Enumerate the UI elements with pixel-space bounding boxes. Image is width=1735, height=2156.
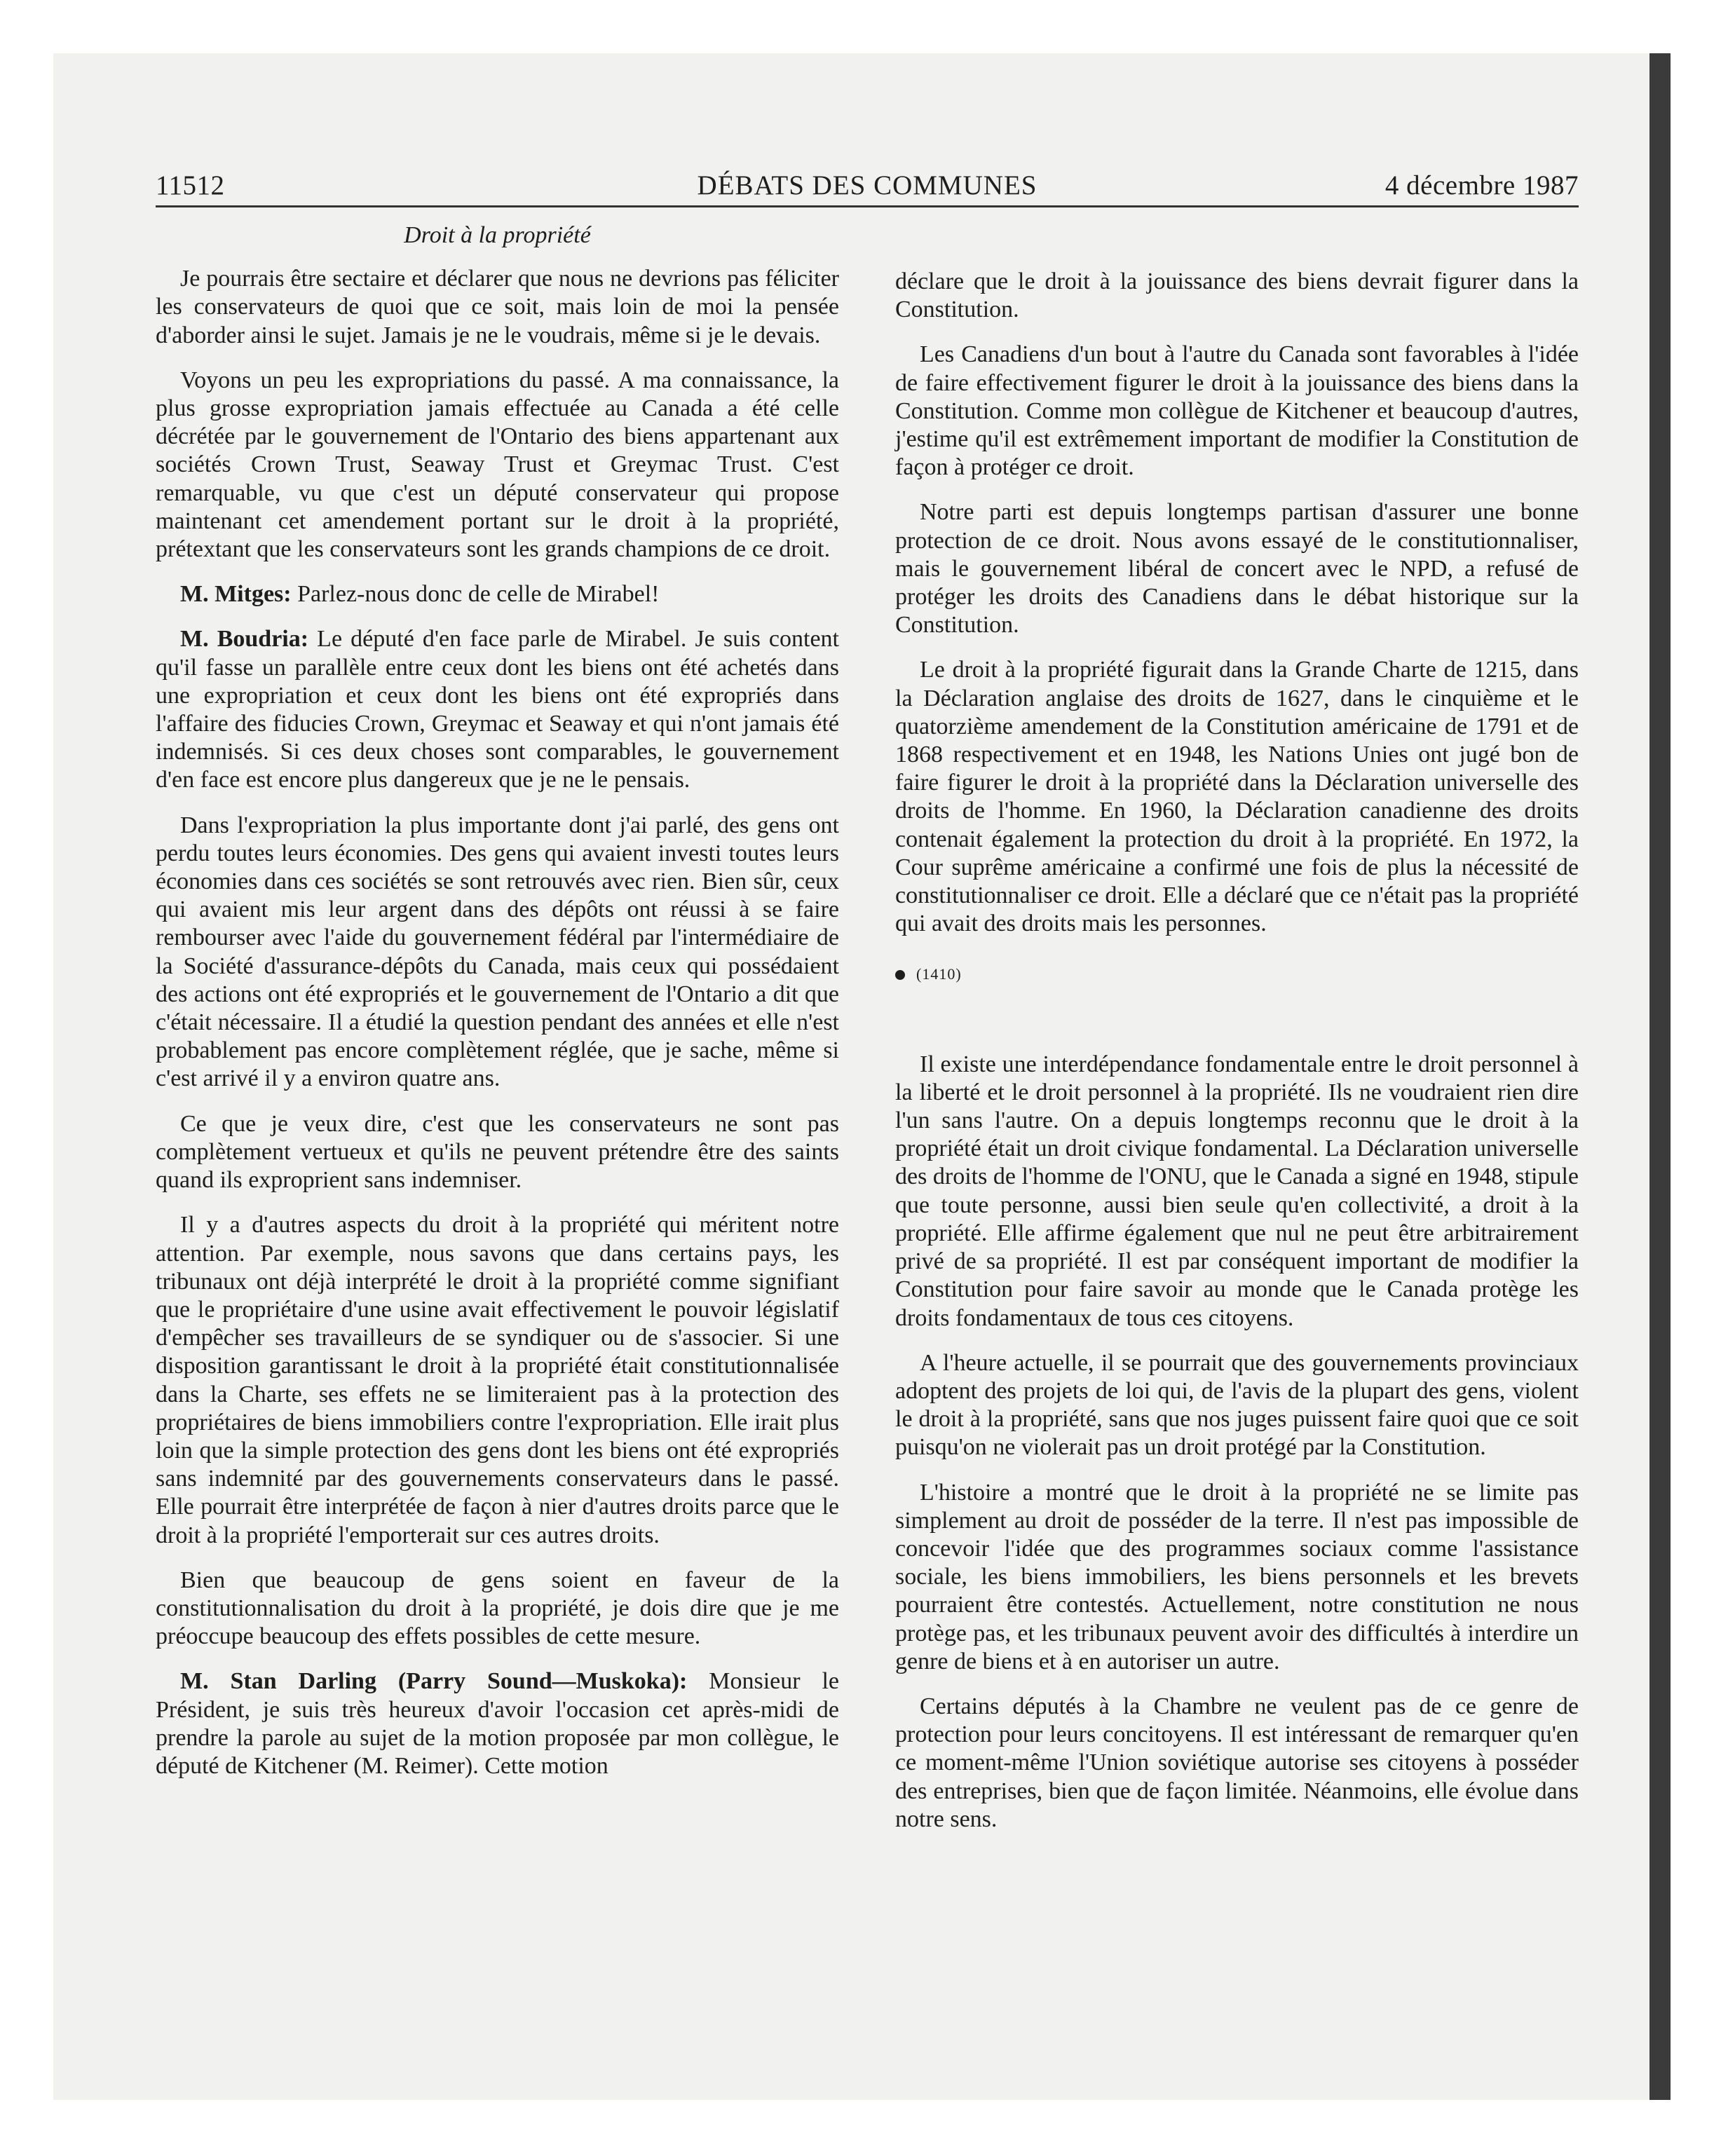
header-rule xyxy=(156,205,1579,207)
paragraph: A l'heure actuelle, il se pourrait que des gouvernements provinciaux adoptent des projets de loi qui, de l'avis de la plupart des gens, violent le droit à la propriété, sans que nos juges puissent faire quoi que ce soit puisqu'on ne violerait pas un droit protégé par la Constitution. xyxy=(895,1349,1579,1461)
timestamp-text: (1410) xyxy=(916,965,962,983)
bullet-dot-icon xyxy=(895,970,905,980)
header-date: 4 décembre 1987 xyxy=(1384,170,1579,200)
speaker-name: M. Boudria: xyxy=(180,626,309,653)
left-column xyxy=(156,221,839,1797)
paragraph: Voyons un peu les expropriations du passé. A ma connaissance, la plus grosse expropriation jamais effectuée au Canada a été celle décrétée par le gouvernement de l'Ontario des biens appartenant aux sociétés Crown Trust, Seaway Trust et Greymac Trust. C'est remarquable, vu que c'est un député conservateur qui propose maintenant cet amendement portant sur le droit à la propriété, prétextant que les conservateurs sont les grands champions de ce droit. xyxy=(156,367,839,563)
speech-paragraph xyxy=(156,625,839,794)
scan-edge-bar xyxy=(1649,53,1671,2100)
paragraph: Bien que beaucoup de gens soient en faveur de la constitutionnalisation du droit à la propriété, je dois dire que je me préoccupe beaucoup des effets possibles de cette mesure. xyxy=(156,1567,839,1650)
speech-paragraph xyxy=(156,1667,839,1780)
paragraph: Ce que je veux dire, c'est que les conservateurs ne sont pas complètement vertueux et qu'ils ne peuvent prétendre être des saints quand ils exproprient sans indemniser. xyxy=(156,1110,839,1194)
paragraph: Notre parti est depuis longtemps partisan d'assurer une bonne protection de ce droit. Nous avons essayé de le constitutionnaliser, mais le gouvernement libéral de concert avec le NPD, a refusé de protéger les droits des Canadiens dans le débat historique sur la Constitution. xyxy=(895,499,1579,639)
speech-text: Le député d'en face parle de Mirabel. Je suis content qu'il fasse un parallèle entre ceux dont les biens ont été achetés dans une expropriation et ceux dont les biens ont été expropriés dans l'affaire des fiducies Crown, Greymac et Seaway et qui n'ont jamais été indemnisés. Si ces deux choses sont comparables, le gouvernement d'en face est encore plus dangereux que je ne le pensais. xyxy=(156,626,839,793)
speech-text: Monsieur le Président, je suis très heureux d'avoir l'occasion cet après-midi de prendre la parole au sujet de la motion proposée par mon collègue, le député de Kitchener (M. Reimer). Cette motion xyxy=(156,1668,840,1779)
paragraph: Le droit à la propriété figurait dans la Grande Charte de 1215, dans la Déclaration anglaise des droits de 1627, dans le cinquième et le quatorzième amendement de la Constitution américaine de 1791 et de 1868 respectivement et en 1948, les Nations Unies ont jugé bon de faire figurer le droit à la propriété dans la Déclaration universelle des droits de l'homme. En 1960, la Déclaration canadienne des droits contenait également la protection du droit à la propriété. En 1972, la Cour suprême américaine a confirmé une fois de plus la nécessité de constitutionnaliser ce droit. Elle a déclaré que ce n'était pas la propriété qui avait des droits mais les personnes. xyxy=(895,657,1579,937)
speaker-name: M. Mitges: xyxy=(180,581,292,608)
right-column xyxy=(895,268,1579,1850)
publication-title: DÉBATS DES COMMUNES xyxy=(697,170,1037,200)
paragraph: Je pourrais être sectaire et déclarer que nous ne devrions pas féliciter les conservateurs de quoi que ce soit, mais loin de moi la pensée d'aborder ainsi le sujet. Jamais je ne le voudrais, même si je le devais. xyxy=(156,266,839,348)
speech-paragraph xyxy=(156,580,839,608)
paragraph: Certains députés à la Chambre ne veulent pas de ce genre de protection pour leurs concitoyens. Il est intéressant de remarquer qu'en ce moment-même l'Union soviétique autorise ses citoyens à posséder des entreprises, bien que de façon limitée. Néanmoins, elle évolue dans notre sens. xyxy=(895,1693,1579,1832)
timestamp-marker xyxy=(895,960,1579,988)
page-number: 11512 xyxy=(156,170,225,200)
speech-text: Parlez-nous donc de celle de Mirabel! xyxy=(291,581,660,608)
continued-paragraph: déclare que le droit à la jouissance des biens devrait figurer dans la Constitution. xyxy=(895,268,1579,323)
paragraph: Il y a d'autres aspects du droit à la propriété qui méritent notre attention. Par exemple, nous savons que dans certains pays, les tribunaux ont déjà interprété le droit à la propriété comme signifiant que le propriétaire d'une usine avait effectivement le pouvoir législatif d'empêcher ses travailleurs de se syndiquer ou de s'associer. Si une disposition garantissant le droit à la propriété était constitutionnalisée dans la Charte, ses effets ne se limiteraient pas à la protection des propriétaires de biens immobiliers contre l'expropriation. Elle irait plus loin que la simple protection des gens dont les biens ont été expropriés sans indemnité par des gouvernements conservateurs dans le passé. Elle pourrait être interprétée de façon à nier d'autres droits parce que le droit à la propriété l'emporterait sur ces autres droits. xyxy=(156,1212,839,1548)
speaker-name: M. Stan Darling (Parry Sound—Muskoka): xyxy=(180,1668,688,1695)
paragraph: Dans l'expropriation la plus importante dont j'ai parlé, des gens ont perdu toutes leurs économies. Des gens qui avaient investi toutes leurs économies dans ces sociétés se sont retrouvés avec rien. Bien sûr, ceux qui avaient mis leur argent dans des dépôts ont réussi à se faire rembourser avec l'aide du gouvernement fédéral par l'intermédiaire de la Société d'assurance-dépôts du Canada, mais ceux qui possédaient des actions ont été expropriés et le gouvernement de l'Ontario a dit que c'était nécessaire. Il a étudié la question pendant des années et elle n'est probablement pas encore complètement réglée, que je sache, même si c'est arrivé il y a environ quatre ans. xyxy=(156,812,839,1092)
section-subheading: Droit à la propriété xyxy=(404,222,591,248)
paragraph: Il existe une interdépendance fondamentale entre le droit personnel à la liberté et le droit personnel à la propriété. Ils ne voudraient rien dire l'un sans l'autre. On a depuis longtemps reconnu que le droit à la propriété était un droit civique fondamental. La Déclaration universelle des droits de l'homme de l'ONU, que le Canada a signé en 1948, stipule que toute personne, aussi bien seule qu'en collectivité, a droit à la propriété. Elle affirme également que nul ne peut être arbitrairement privé de sa propriété. Il est par conséquent important de modifier la Constitution pour faire savoir au monde que le Canada protège les droits fondamentaux de tous ces citoyens. xyxy=(895,1051,1579,1331)
running-header xyxy=(156,170,1579,206)
paragraph: Les Canadiens d'un bout à l'autre du Canada sont favorables à l'idée de faire effectivement figurer le droit à la jouissance des biens dans la Constitution. Comme mon collègue de Kitchener et beaucoup d'autres, j'estime qu'il est extrêmement important de modifier la Constitution de façon à protéger ce droit. xyxy=(895,341,1579,481)
paragraph: L'histoire a montré que le droit à la propriété ne se limite pas simplement au droit de posséder de la terre. Il n'est pas impossible de concevoir l'idée que des programmes sociaux comme l'assistance sociale, les biens immobiliers, les biens personnels et les brevets pourraient être contestés. Actuellement, notre constitution ne nous protège pas, et les tribunaux peuvent avoir des difficultés à interdire un genre de biens et à en autoriser un autre. xyxy=(895,1479,1579,1674)
